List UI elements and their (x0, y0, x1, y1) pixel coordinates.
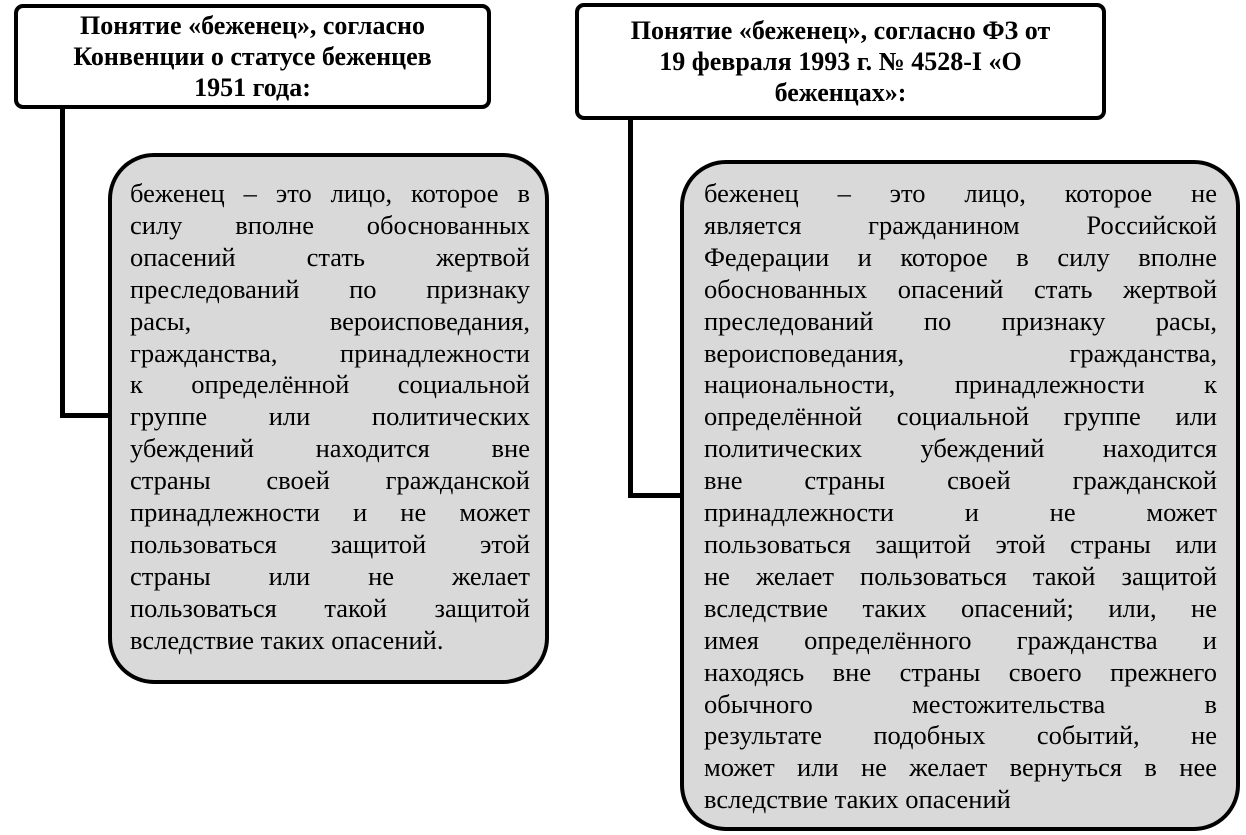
left-text-line: пользоваться защитой этой (130, 528, 530, 559)
right-connector-horizontal (628, 493, 684, 498)
right-definition-text (704, 178, 1217, 816)
right-text-line: преследований по признаку расы, (704, 305, 1217, 336)
left-text-line: опасений стать жертвой (130, 241, 530, 272)
right-text-line: принадлежности и не может (704, 497, 1217, 528)
left-text-line: расы, вероисповедания, (130, 305, 530, 336)
left-definition-text (130, 178, 530, 657)
left-text-line: страны или не желает (130, 560, 530, 591)
left-connector-horizontal (60, 413, 112, 418)
left-title-line: Конвенции о статусе беженцев (73, 42, 432, 71)
right-title-line: 19 февраля 1993 г. № 4528-I «О (659, 47, 1022, 76)
right-title-line: Понятие «беженец», согласно ФЗ от (630, 16, 1051, 45)
right-text-line: не желает пользоваться такой защитой (704, 560, 1217, 591)
right-text-line: вне страны своей гражданской (704, 465, 1217, 496)
left-title (73, 10, 431, 103)
right-text-line: национальности, принадлежности к (704, 369, 1217, 400)
left-text-line: беженец – это лицо, которое в (130, 178, 530, 208)
right-text-line: может или не желает вернуться в нее (704, 752, 1217, 783)
right-title-line: беженцах»: (774, 78, 907, 107)
right-text-line: вследствие таких опасений; или, не (704, 592, 1217, 623)
right-text-line: вероисповедания, гражданства, (704, 337, 1217, 368)
left-text-line: к определённой социальной (130, 369, 530, 400)
left-title-box (14, 4, 491, 109)
left-title-line: Понятие «беженец», согласно (80, 11, 425, 40)
right-text-line: обычного местожительства в (704, 688, 1217, 719)
right-text-line: определённой социальной группе или (704, 401, 1217, 432)
left-text-line: силу вполне обоснованных (130, 209, 530, 240)
right-text-line: имея определённого гражданства и (704, 624, 1217, 655)
right-text-line: пользоваться защитой этой страны или (704, 528, 1217, 559)
right-text-line: вследствие таких опасений (704, 784, 1011, 815)
left-title-line: 1951 года: (194, 73, 311, 102)
left-text-line: пользоваться такой защитой (130, 592, 530, 623)
left-text-line: принадлежности и не может (130, 497, 530, 528)
right-text-line: находясь вне страны своего прежнего (704, 656, 1217, 687)
left-text-line: вследствие таких опасений. (130, 624, 444, 655)
left-text-line: группе или политических (130, 401, 530, 432)
right-connector-vertical (628, 116, 633, 498)
left-text-line: гражданства, принадлежности (130, 337, 530, 368)
right-text-line: результате подобных событий, не (704, 720, 1217, 751)
right-text-line: беженец – это лицо, которое не (704, 178, 1217, 208)
left-connector-vertical (60, 106, 65, 418)
left-text-line: преследований по признаку (130, 273, 530, 304)
left-text-line: убеждений находится вне (130, 433, 530, 464)
left-text-line: страны своей гражданской (130, 465, 530, 496)
right-text-line: является гражданином Российской (704, 209, 1217, 240)
right-text-line: политических убеждений находится (704, 433, 1217, 464)
right-title-box (575, 3, 1106, 120)
right-title (631, 15, 1050, 108)
right-text-line: обоснованных опасений стать жертвой (704, 273, 1217, 304)
right-text-line: Федерации и которое в силу вполне (704, 241, 1217, 272)
